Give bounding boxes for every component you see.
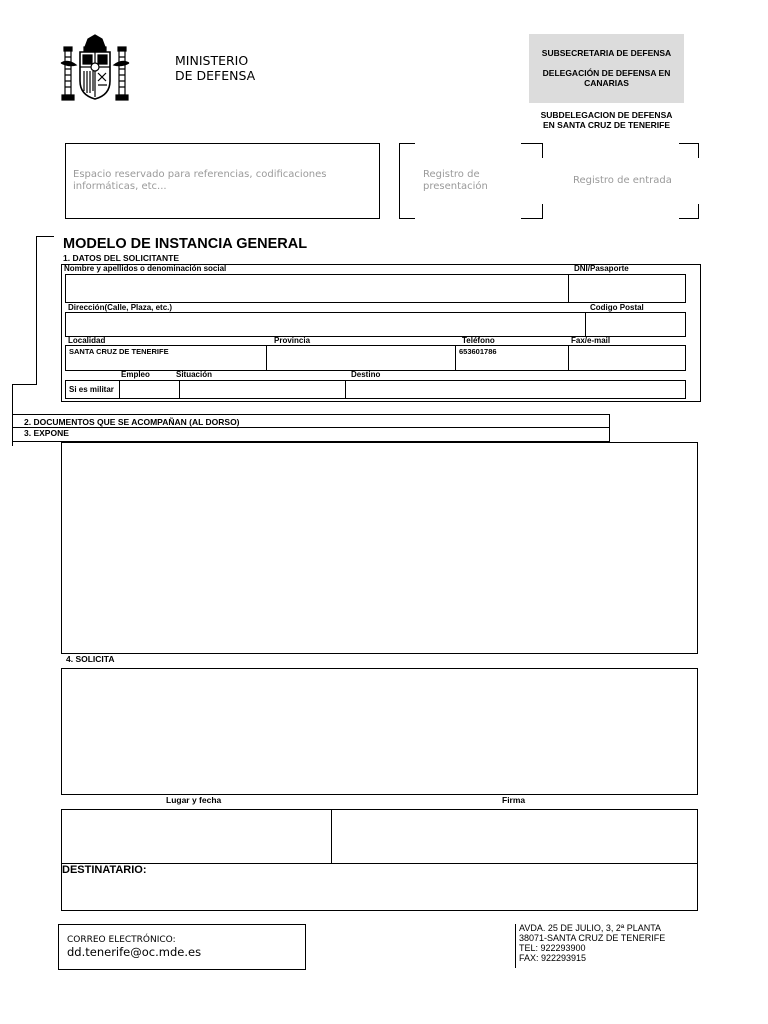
- provincia-label: Provincia: [274, 336, 311, 345]
- codigo-postal-field[interactable]: [585, 312, 686, 337]
- reserved-space-box: [65, 143, 380, 219]
- ministry-line2: DE DEFENSA: [175, 67, 256, 83]
- registro-entrada-label: Registro de entrada: [573, 175, 672, 186]
- form-title: MODELO DE INSTANCIA GENERAL: [63, 236, 308, 252]
- reserved-space-text: [73, 169, 327, 193]
- left-bracket-bottom: [12, 384, 37, 385]
- situacion-label: Situación: [176, 370, 213, 379]
- section-2-title: 2. DOCUMENTOS QUE SE ACOMPAÑAN (AL DORSO): [24, 417, 240, 427]
- localidad-field[interactable]: [65, 345, 267, 371]
- section-2-right-line: [609, 414, 610, 442]
- lugar-fecha-field[interactable]: [61, 809, 332, 864]
- telefono-value: 653601786: [459, 347, 497, 356]
- direccion-label: Dirección(Calle, Plaza, etc.): [68, 303, 173, 312]
- address-line3: TEL: 922293900: [519, 943, 586, 953]
- nombre-field[interactable]: [65, 274, 569, 303]
- email-label: CORREO ELECTRÓNICO:: [67, 935, 176, 945]
- presentacion-line1: Registro de: [423, 169, 480, 180]
- localidad-label: Localidad: [68, 336, 106, 345]
- coat-of-arms-logo: [58, 33, 132, 103]
- destino-field[interactable]: [345, 380, 686, 399]
- subdelegacion-label: [529, 110, 684, 130]
- delegacion-line1: DELEGACIÓN DE DEFENSA EN: [542, 68, 671, 78]
- reserved-line1: Espacio reservado para referencias, codificaciones: [73, 169, 327, 180]
- nombre-label: Nombre y apellidos o denominación social: [64, 264, 227, 273]
- address-line2: 38071-SANTA CRUZ DE TENERIFE: [519, 933, 666, 943]
- left-bracket-drop: [12, 384, 13, 446]
- fax-label: Fax/e-mail: [571, 336, 611, 345]
- left-bracket-top: [36, 236, 54, 237]
- address-block: [519, 923, 665, 963]
- email-value[interactable]: dd.tenerife@oc.mde.es: [67, 945, 202, 959]
- provincia-field[interactable]: [266, 345, 456, 371]
- lugar-fecha-label: Lugar y fecha: [166, 795, 222, 805]
- address-line4: FAX: 922293915: [519, 953, 587, 963]
- solicita-textarea[interactable]: [61, 668, 698, 795]
- direccion-field[interactable]: [65, 312, 586, 337]
- militar-label-cell: [65, 380, 120, 399]
- situacion-field[interactable]: [179, 380, 346, 399]
- section-1-title: 1. DATOS DEL SOLICITANTE: [63, 253, 180, 263]
- address-divider: [515, 924, 516, 968]
- telefono-label: Teléfono: [462, 336, 495, 345]
- empleo-label: Empleo: [121, 370, 150, 379]
- section-4-title: 4. SOLICITA: [66, 654, 115, 664]
- left-bracket-line: [36, 236, 37, 384]
- subsecretaria-label: SUBSECRETARIA DE DEFENSA: [541, 48, 672, 58]
- telefono-field[interactable]: [455, 345, 569, 371]
- delegacion-line2: CANARIAS: [584, 78, 629, 88]
- destinatario-label: DESTINATARIO:: [62, 864, 147, 876]
- reserved-line2: informáticas, etc...: [73, 181, 167, 192]
- firma-label: Firma: [502, 795, 526, 805]
- fax-field[interactable]: [568, 345, 686, 371]
- expone-textarea[interactable]: [61, 442, 698, 654]
- subdelegacion-line1: SUBDELEGACION DE DEFENSA: [540, 110, 673, 120]
- localidad-value: SANTA CRUZ DE TENERIFE: [69, 347, 169, 356]
- section-3-top-line: [12, 427, 610, 428]
- subsecretaria-box: [529, 34, 684, 103]
- destino-label: Destino: [351, 370, 381, 379]
- registro-presentacion-label: [423, 169, 488, 193]
- firma-field[interactable]: [331, 809, 698, 864]
- militar-label: Si es militar: [69, 385, 114, 394]
- section-2-top-line: [12, 414, 610, 415]
- email-box: [58, 924, 306, 970]
- dni-label: DNI/Pasaporte: [574, 264, 629, 273]
- registro-presentacion-bracket: [399, 143, 415, 219]
- delegacion-label: [529, 68, 684, 88]
- empleo-field[interactable]: [119, 380, 180, 399]
- ministry-title: [175, 54, 255, 83]
- subdelegacion-line2: EN SANTA CRUZ DE TENERIFE: [542, 120, 671, 130]
- section-3-title: 3. EXPONE: [24, 428, 69, 438]
- dni-field[interactable]: [568, 274, 686, 303]
- presentacion-line2: presentación: [423, 181, 488, 192]
- address-line1: AVDA. 25 DE JULIO, 3, 2ª PLANTA: [519, 923, 662, 933]
- ministry-line1: MINISTERIO: [175, 53, 249, 68]
- codigo-postal-label: Codigo Postal: [590, 303, 644, 312]
